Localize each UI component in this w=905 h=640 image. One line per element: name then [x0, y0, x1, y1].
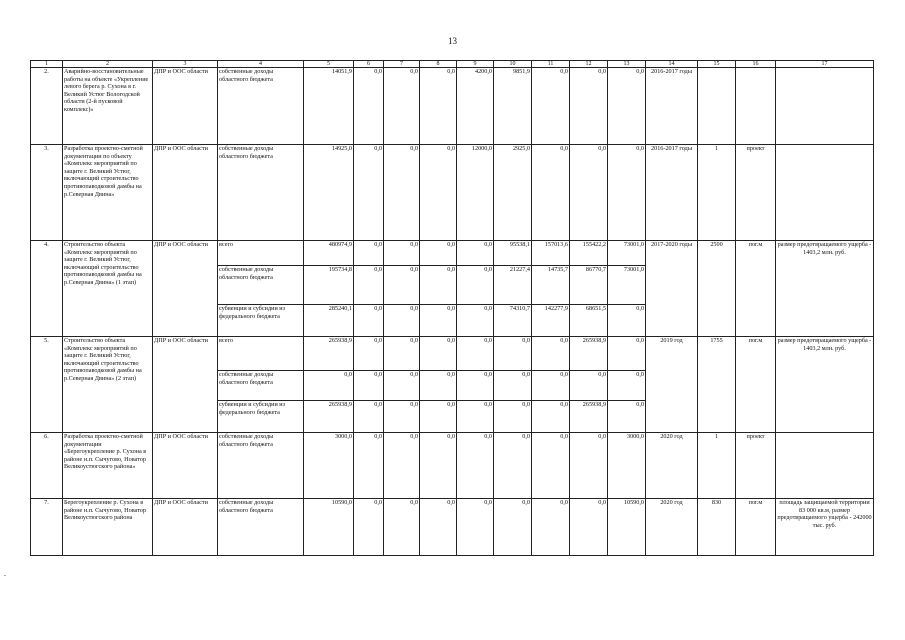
measure-name: Строительство объекта «Комплекс мероприятий по защите г. Великий Устюг, включающий строительство противопаводковой дамбы на р.Северная Двина» (1 этап)	[63, 241, 153, 337]
amount-cell: 265938,9	[304, 337, 354, 371]
funding-source: собственные доходы областного бюджета	[218, 371, 304, 401]
amount-cell: 0,0	[420, 371, 457, 401]
amount-cell: 0,0	[457, 401, 494, 433]
amount-cell: 0,0	[420, 241, 457, 266]
amount-cell: 0,0	[532, 371, 570, 401]
amount-cell: 0,0	[384, 401, 420, 433]
amount-cell: 0,0	[570, 499, 608, 556]
amount-cell: 0,0	[532, 401, 570, 433]
funding-source: собственные доходы областного бюджета	[218, 433, 304, 499]
amount-cell: 480974,9	[304, 241, 354, 266]
unit	[736, 68, 776, 145]
effect: размер предотвращаемого ущерба - 1403,2 млн. руб.	[776, 337, 874, 433]
effect	[776, 145, 874, 241]
implementation-period: 2020 год	[646, 433, 698, 499]
row-number: 7.	[31, 499, 63, 556]
funding-source: субвенции и субсидии из федерального бюджета	[218, 401, 304, 433]
amount-cell: 0,0	[354, 241, 384, 266]
amount-cell: 0,0	[420, 266, 457, 305]
amount-cell: 0,0	[608, 145, 646, 241]
header-cell: 5	[304, 61, 354, 68]
amount-cell: 0,0	[354, 499, 384, 556]
effect	[776, 433, 874, 499]
implementation-period: 2016-2017 годы	[646, 68, 698, 145]
amount-cell: 0,0	[608, 401, 646, 433]
table-row	[31, 499, 874, 556]
amount-cell: 0,0	[608, 337, 646, 371]
amount-cell: 0,0	[354, 371, 384, 401]
funding-source: собственные доходы областного бюджета	[218, 68, 304, 145]
amount-cell: 285240,1	[304, 305, 354, 337]
amount-cell: 0,0	[354, 266, 384, 305]
amount-cell: 142277,9	[532, 305, 570, 337]
amount-cell: 0,0	[457, 433, 494, 499]
amount-cell: 9851,9	[494, 68, 532, 145]
amount-cell: 0,0	[420, 433, 457, 499]
amount-cell: 14735,7	[532, 266, 570, 305]
measure-name: Берегоукрепление р. Сухона в районе н.п. Сычугово, Новатор Великоустюгского района	[63, 499, 153, 556]
amount-cell: 0,0	[532, 337, 570, 371]
amount-cell: 73001,0	[608, 266, 646, 305]
funding-source: собственные доходы областного бюджета	[218, 145, 304, 241]
effect: площадь защищаемой территории 83 000 кв.м, размер предотвращаемого ущерба - 242000 тыс. руб.	[776, 499, 874, 556]
amount-cell: 0,0	[494, 371, 532, 401]
amount-cell: 2925,0	[494, 145, 532, 241]
amount-cell: 0,0	[570, 145, 608, 241]
responsible-executor: ДПР и ООС области	[153, 68, 218, 145]
amount-cell: 73001,0	[608, 241, 646, 266]
quantity: 830	[698, 499, 736, 556]
amount-cell: 0,0	[494, 433, 532, 499]
amount-cell: 0,0	[354, 433, 384, 499]
header-cell: 7	[384, 61, 420, 68]
page-number: 13	[448, 36, 457, 46]
table-row	[31, 433, 874, 499]
funding-source: собственные доходы областного бюджета	[218, 266, 304, 305]
responsible-executor: ДПР и ООС области	[153, 499, 218, 556]
header-cell: 9	[457, 61, 494, 68]
quantity: 2500	[698, 241, 736, 337]
amount-cell: 0,0	[384, 433, 420, 499]
amount-cell: 265938,9	[304, 401, 354, 433]
amount-cell: 0,0	[304, 371, 354, 401]
amount-cell: 14051,9	[304, 68, 354, 145]
amount-cell: 0,0	[608, 371, 646, 401]
amount-cell: 0,0	[570, 68, 608, 145]
measure-name: Разработка проектно-сметной документации по объекту «Комплекс мероприятий по защите г. Великий Устюг, включающий строительство противопаводковой дамбы на р.Северная Двина»	[63, 145, 153, 241]
header-cell: 8	[420, 61, 457, 68]
amount-cell: 0,0	[384, 266, 420, 305]
implementation-period: 2017-2020 годы	[646, 241, 698, 337]
table-row	[31, 145, 874, 241]
amount-cell: 3000,0	[304, 433, 354, 499]
budget-table	[30, 60, 874, 556]
header-cell: 16	[736, 61, 776, 68]
amount-cell: 0,0	[420, 401, 457, 433]
amount-cell: 74310,7	[494, 305, 532, 337]
effect	[776, 68, 874, 145]
implementation-period: 2016-2017 годы	[646, 145, 698, 241]
row-number: 4.	[31, 241, 63, 337]
amount-cell: 0,0	[420, 337, 457, 371]
amount-cell: 0,0	[420, 68, 457, 145]
implementation-period: 2019 год	[646, 337, 698, 433]
header-cell: 2	[63, 61, 153, 68]
unit: проект	[736, 433, 776, 499]
amount-cell: 0,0	[384, 371, 420, 401]
table-row	[31, 241, 874, 266]
amount-cell: 0,0	[384, 68, 420, 145]
measure-name: Аварийно-восстановительные работы на объекте «Укрепление левого берега р. Сухона в г. Великий Устюг Вологодской области (2-й пусковой комплекс)»	[63, 68, 153, 145]
implementation-period: 2020 год	[646, 499, 698, 556]
unit: пог.м	[736, 499, 776, 556]
amount-cell: 0,0	[384, 145, 420, 241]
quantity: 1	[698, 145, 736, 241]
header-cell: 12	[570, 61, 608, 68]
amount-cell: 0,0	[494, 337, 532, 371]
header-cell: 3	[153, 61, 218, 68]
amount-cell: 21227,4	[494, 266, 532, 305]
header-cell: 17	[776, 61, 874, 68]
funding-source: всего	[218, 241, 304, 266]
amount-cell: 0,0	[494, 401, 532, 433]
amount-cell: 0,0	[570, 371, 608, 401]
amount-cell: 0,0	[457, 337, 494, 371]
header-cell: 4	[218, 61, 304, 68]
header-cell: 13	[608, 61, 646, 68]
amount-cell: 0,0	[457, 371, 494, 401]
header-cell: 6	[354, 61, 384, 68]
amount-cell: 10590,0	[608, 499, 646, 556]
row-number: 2.	[31, 68, 63, 145]
amount-cell: 0,0	[384, 305, 420, 337]
amount-cell: 265938,9	[570, 337, 608, 371]
table-row	[31, 68, 874, 145]
quantity: 1	[698, 433, 736, 499]
amount-cell: 0,0	[384, 241, 420, 266]
table-row	[31, 337, 874, 371]
amount-cell: 0,0	[354, 401, 384, 433]
amount-cell: 0,0	[608, 305, 646, 337]
amount-cell: 0,0	[457, 241, 494, 266]
responsible-executor: ДПР и ООС области	[153, 145, 218, 241]
amount-cell: 0,0	[457, 499, 494, 556]
row-number: 3.	[31, 145, 63, 241]
header-cell: 15	[698, 61, 736, 68]
amount-cell: 0,0	[457, 305, 494, 337]
amount-cell: 14925,0	[304, 145, 354, 241]
amount-cell: 195734,8	[304, 266, 354, 305]
unit: пог.м	[736, 337, 776, 433]
header-cell: 11	[532, 61, 570, 68]
amount-cell: 0,0	[420, 305, 457, 337]
funding-source: всего	[218, 337, 304, 371]
responsible-executor: ДПР и ООС области	[153, 337, 218, 433]
quantity	[698, 68, 736, 145]
amount-cell: 95538,1	[494, 241, 532, 266]
amount-cell: 3000,0	[608, 433, 646, 499]
unit: пог.м	[736, 241, 776, 337]
amount-cell: 0,0	[420, 499, 457, 556]
funding-source: субвенции и субсидии из федерального бюджета	[218, 305, 304, 337]
amount-cell: 0,0	[354, 305, 384, 337]
amount-cell: 0,0	[570, 433, 608, 499]
header-row	[31, 61, 874, 68]
amount-cell: 0,0	[354, 68, 384, 145]
amount-cell: 4200,0	[457, 68, 494, 145]
row-number: 6.	[31, 433, 63, 499]
amount-cell: 86770,7	[570, 266, 608, 305]
header-cell: 10	[494, 61, 532, 68]
measure-name: Разработка проектно-сметной документации «Берегоукрепление р. Сухона в районе н.п. Сычугово, Новатор Великоустюгского района»	[63, 433, 153, 499]
measure-name: Строительство объекта «Комплекс мероприятий по защите г. Великий Устюг, включающий строительство противопаводковой дамбы на р.Северная Двина» (2 этап)	[63, 337, 153, 433]
amount-cell: 0,0	[354, 145, 384, 241]
amount-cell: 0,0	[420, 145, 457, 241]
amount-cell: 0,0	[494, 499, 532, 556]
amount-cell: 157013,6	[532, 241, 570, 266]
margin-mark: -	[4, 573, 6, 579]
amount-cell: 10590,0	[304, 499, 354, 556]
funding-source: собственные доходы областного бюджета	[218, 499, 304, 556]
unit: проект	[736, 145, 776, 241]
header-cell: 14	[646, 61, 698, 68]
amount-cell: 155422,2	[570, 241, 608, 266]
responsible-executor: ДПР и ООС области	[153, 433, 218, 499]
amount-cell: 0,0	[354, 337, 384, 371]
effect: размер предотвращаемого ущерба - 1403,2 млн. руб.	[776, 241, 874, 337]
amount-cell: 0,0	[608, 68, 646, 145]
amount-cell: 0,0	[532, 68, 570, 145]
amount-cell: 68651,5	[570, 305, 608, 337]
amount-cell: 12000,0	[457, 145, 494, 241]
amount-cell: 0,0	[384, 499, 420, 556]
header-cell: 1	[31, 61, 63, 68]
amount-cell: 0,0	[532, 433, 570, 499]
responsible-executor: ДПР и ООС области	[153, 241, 218, 337]
row-number: 5.	[31, 337, 63, 433]
amount-cell: 0,0	[457, 266, 494, 305]
amount-cell: 0,0	[384, 337, 420, 371]
amount-cell: 265938,9	[570, 401, 608, 433]
amount-cell: 0,0	[532, 499, 570, 556]
amount-cell: 0,0	[532, 145, 570, 241]
quantity: 1755	[698, 337, 736, 433]
